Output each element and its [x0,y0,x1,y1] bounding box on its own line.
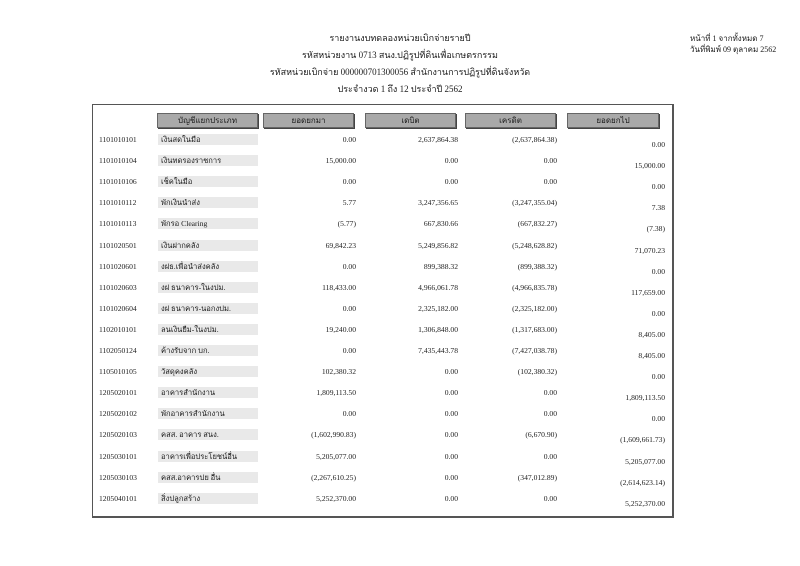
debit-value: 0.00 [444,409,458,419]
table-row [93,321,673,342]
account-name: เช็คในมือ [161,177,193,187]
account-name: เงินสดในมือ [161,135,201,144]
account-name: อาคารเพื่อประโยชน์อื่น [161,451,238,461]
brought-forward-value: 0.00 [342,177,356,187]
account-code: 1101020601 [99,261,137,271]
brought-forward-value: 69,842.23 [325,240,356,250]
brought-forward-value: 0.00 [342,346,356,355]
brought-forward-value: 15,000.00 [325,156,356,166]
brought-forward-value: 1,809,113.50 [316,388,356,398]
table-row [93,173,673,194]
brought-forward-value: (5.77) [337,219,356,229]
table-row [93,194,673,215]
account-name: เงินทดรองราชการ [161,156,222,166]
carried-forward-value: 0.00 [651,308,665,318]
table-row [93,342,673,363]
brought-forward-value: 5,205,077.00 [316,451,356,461]
report-header [240,30,560,98]
debit-value: 3,247,356.65 [418,198,458,208]
table-row [93,405,673,426]
table-row [93,131,673,152]
account-code: 1205030103 [99,472,137,482]
carried-forward-value: 7.38 [651,203,665,213]
table-row [93,384,673,405]
account-code: 1105010105 [99,367,137,377]
agency-code-line: รหัสหน่วยงาน 0713 สนง.ปฏิรูปที่ดินเพื่อเกษตรกรรม [302,50,498,60]
account-name: เงินฝากคลัง [161,240,200,250]
carried-forward-value: (1,609,661.73) [620,435,665,445]
account-name: คสส.อาคารปย อื่น [161,472,221,482]
account-name: พักรอ Clearing [161,219,208,229]
carried-forward-value: 15,000.00 [634,161,665,171]
brought-forward-value: 118,433.00 [322,282,356,292]
report-title: รายงานงบทดลองหน่วยเบิกจ่ายรายปี [329,33,471,43]
debit-value: 667,830.66 [423,219,458,229]
account-code: 1101010112 [99,198,137,208]
page-info [690,33,776,55]
carried-forward-value: 5,252,370.00 [625,498,665,508]
trial-balance-table [92,104,674,518]
account-code: 1205020103 [99,430,137,440]
credit-value: (102,380.32) [517,367,557,377]
credit-value: (899,388.32) [517,261,557,271]
debit-value: 7,435,443.78 [418,346,458,355]
credit-value: 0.00 [543,451,557,461]
account-code: 1101010106 [99,177,137,187]
account-name: อาคารสำนักงาน [161,388,216,398]
account-name: งฝ ธนาคาร-ในงปม. [161,282,226,292]
brought-forward-value: 0.00 [342,135,356,144]
account-name: คสส. อาคาร สนง. [161,430,219,440]
brought-forward-value: 5,252,370.00 [316,493,356,503]
debit-value: 2,325,182.00 [418,303,458,313]
brought-forward-value: 0.00 [342,409,356,419]
print-date: วันที่พิมพ์ 09 ตุลาคม 2562 [690,45,777,54]
debit-value: 899,388.32 [423,261,458,271]
carried-forward-value: 71,070.23 [634,245,665,255]
carried-forward-value: 0.00 [651,182,665,192]
account-name: ค้างรับจาก บก. [161,346,210,355]
credit-value: 0.00 [543,156,557,166]
credit-value: (3,247,355.04) [512,198,557,208]
account-code: 1101010101 [99,135,137,144]
table-row [93,363,673,384]
carried-forward-value: 8,405.00 [638,329,665,339]
credit-value: (6,670.90) [525,430,557,440]
column-header-account: บัญชีแยกประเภท [157,113,258,128]
debit-value: 4,966,061.78 [418,282,458,292]
carried-forward-value: 0.00 [651,372,665,382]
table-row [93,152,673,173]
table-row [93,300,673,321]
account-code: 1101010113 [99,219,137,229]
account-code: 1102050124 [99,346,137,355]
account-code: 1205020101 [99,388,137,398]
credit-value: (1,317,683.00) [512,324,557,334]
brought-forward-value: (1,602,990.83) [311,430,356,440]
debit-value: 5,249,856.82 [418,240,458,250]
credit-value: (5,248,628.82) [512,240,557,250]
credit-value: 0.00 [543,493,557,503]
column-header-debit: เดบิต [365,113,456,128]
brought-forward-value: 5.77 [342,198,356,208]
credit-value: (2,637,864.38) [512,135,557,144]
table-row [93,448,673,469]
account-code: 1101020501 [99,240,137,250]
account-name: งฝ ธนาคาร-นอกงปม. [161,303,231,313]
table-row [93,469,673,490]
account-code: 1101010104 [99,156,137,166]
report-period: ประจำงวด 1 ถึง 12 ประจำปี 2562 [337,84,463,94]
table-row [93,490,673,511]
brought-forward-value: 19,240.00 [325,324,356,334]
debit-value: 0.00 [444,388,458,398]
debit-value: 0.00 [444,156,458,166]
table-row [93,215,673,236]
column-header-carried-forward: ยอดยกไป [567,113,659,128]
column-header-brought-forward: ยอดยกมา [263,113,354,128]
account-code: 1102010101 [99,324,137,334]
carried-forward-value: (7.38) [646,224,665,234]
credit-value: (7,427,038.78) [512,346,557,355]
account-code: 1205030101 [99,451,137,461]
table-row [93,258,673,279]
table-row [93,426,673,447]
debit-value: 0.00 [444,451,458,461]
credit-value: 0.00 [543,409,557,419]
debit-value: 1,306,848.00 [418,324,458,334]
account-code: 1101020603 [99,282,137,292]
debit-value: 0.00 [444,367,458,377]
credit-value: (667,832.27) [517,219,557,229]
carried-forward-value: 5,205,077.00 [625,456,665,466]
disbursement-unit-line: รหัสหน่วยเบิกจ่าย 000000701300056 สำนักงานการปฏิรูปที่ดินจังหวัด [269,67,531,77]
credit-value: 0.00 [543,177,557,187]
account-name: พักเงินนำส่ง [161,198,200,208]
debit-value: 0.00 [444,177,458,187]
carried-forward-value: 1,809,113.50 [625,393,665,403]
brought-forward-value: 0.00 [342,303,356,313]
credit-value: (4,966,835.78) [512,282,557,292]
account-code: 1205040101 [99,493,137,503]
carried-forward-value: 0.00 [651,414,665,424]
account-name: วัสดุคงคลัง [161,367,198,377]
credit-value: (347,012.89) [517,472,557,482]
brought-forward-value: 102,380.32 [321,367,356,377]
debit-value: 0.00 [444,493,458,503]
account-name: พักอาคารสำนักงาน [161,409,225,419]
table-row [93,279,673,300]
debit-value: 0.00 [444,430,458,440]
brought-forward-value: (2,267,610.25) [311,472,356,482]
account-name: ลนเงินยืม-ในงปม. [161,324,219,334]
carried-forward-value: 0.00 [651,140,665,149]
account-name: งฝธ.เพื่อนำส่งคลัง [161,261,220,271]
account-code: 1101020604 [99,303,137,313]
carried-forward-value: 8,405.00 [638,351,665,360]
carried-forward-value: 117,659.00 [631,287,665,297]
credit-value: (2,325,182.00) [512,303,557,313]
carried-forward-value: (2,614,623.14) [620,477,665,487]
page-number: หน้าที่ 1 จากทั้งหมด 7 [690,34,764,43]
table-row [93,237,673,258]
debit-value: 2,637,864.38 [418,135,458,144]
account-code: 1205020102 [99,409,137,419]
account-name: สิ่งปลูกสร้าง [161,493,201,503]
debit-value: 0.00 [444,472,458,482]
column-header-credit: เครดิต [465,113,556,128]
credit-value: 0.00 [543,388,557,398]
brought-forward-value: 0.00 [342,261,356,271]
carried-forward-value: 0.00 [651,266,665,276]
